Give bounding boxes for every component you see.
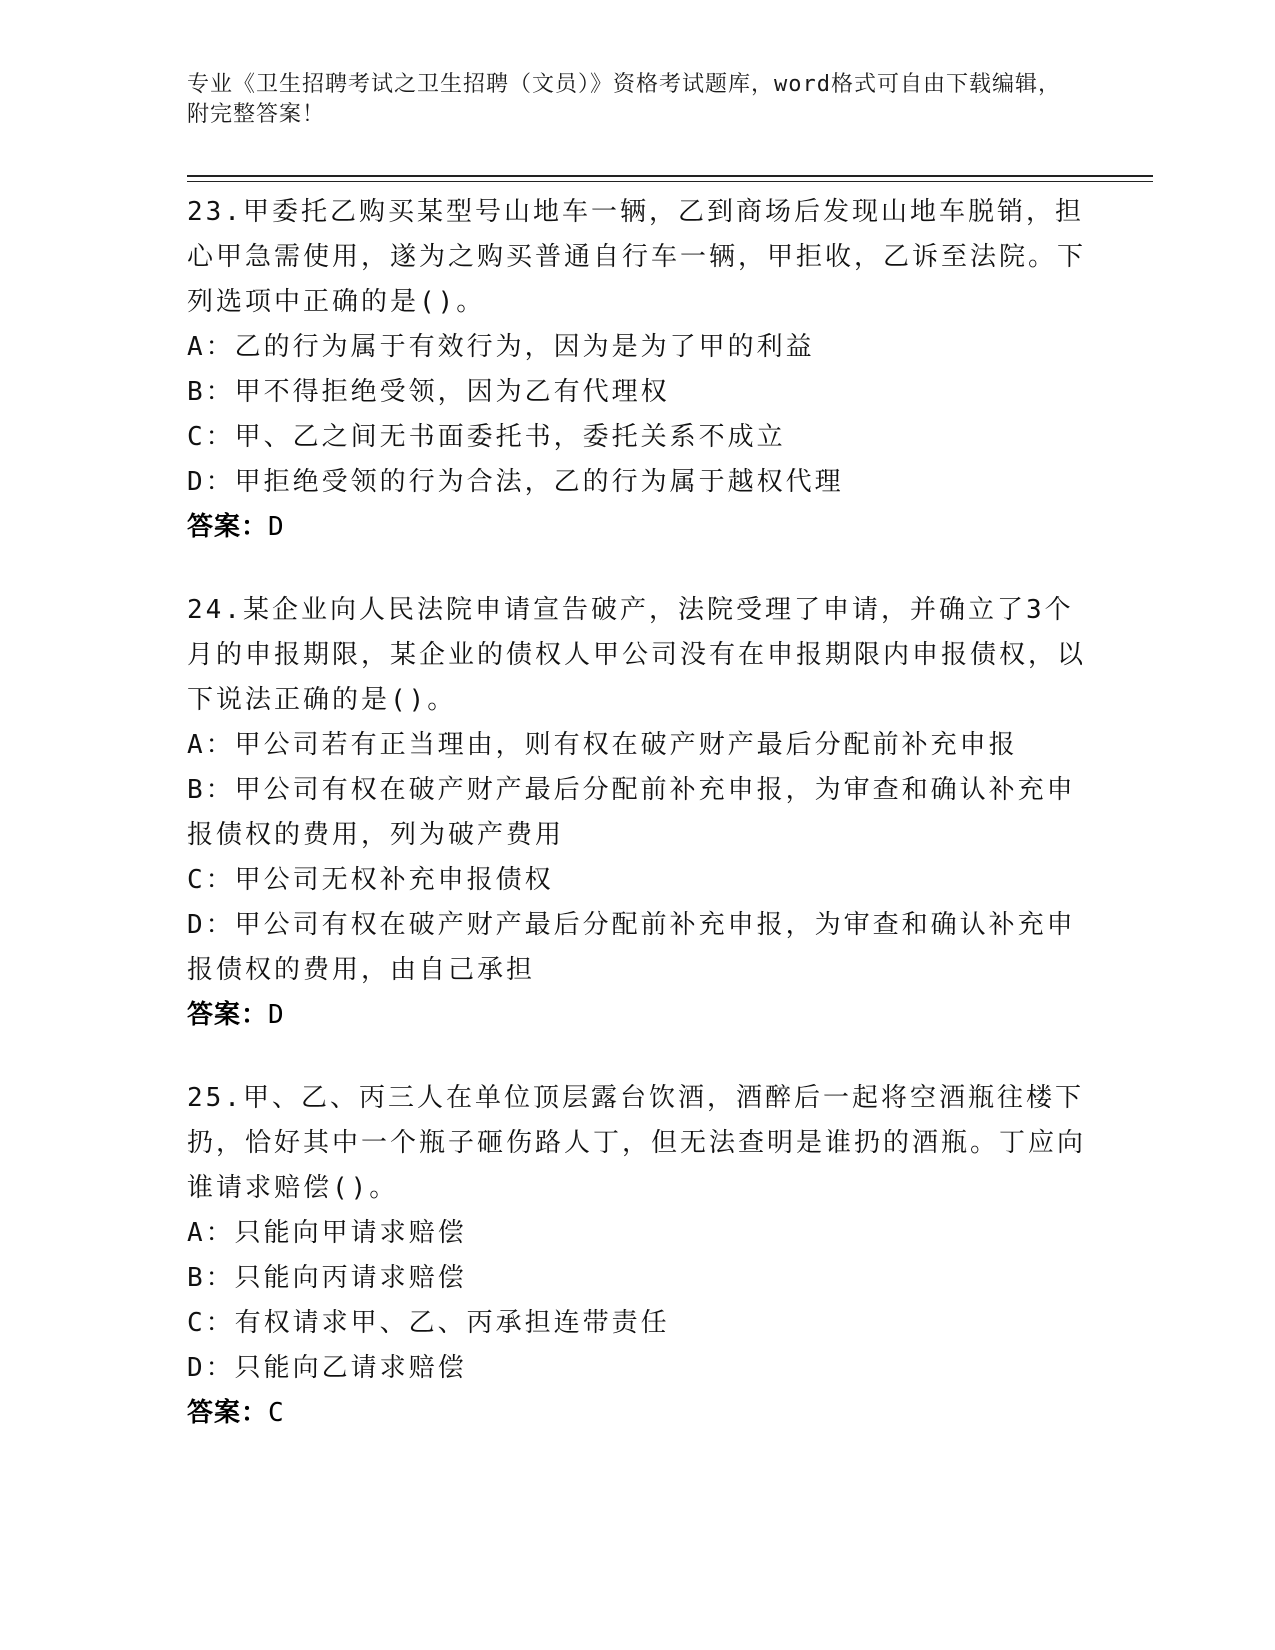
option-a: A：甲公司若有正当理由，则有权在破产财产最后分配前补充申报 — [187, 730, 1018, 760]
option-b: B：甲公司有权在破产财产最后分配前补充申报，为审查和确认补充申报债权的费用，列为破产费用 — [187, 775, 1076, 850]
header-divider-thin — [187, 181, 1153, 182]
option-b: B：甲不得拒绝受领，因为乙有代理权 — [187, 377, 670, 407]
document-header: 专业《卫生招聘考试之卫生招聘（文员）》资格考试题库，word格式可自由下载编辑，附完整答案！ — [187, 72, 1061, 127]
answer-value: C — [268, 1398, 285, 1428]
option-c: C：甲公司无权补充申报债权 — [187, 865, 554, 895]
option-a: A：只能向甲请求赔偿 — [187, 1218, 467, 1248]
question-stem: 25.甲、乙、丙三人在单位顶层露台饮酒，酒醉后一起将空酒瓶往楼下扔，恰好其中一个瓶子砸伤路人丁，但无法查明是谁扔的酒瓶。丁应向谁请求赔偿()。 — [187, 1083, 1087, 1203]
question-list — [187, 190, 1087, 1474]
option-c: C：甲、乙之间无书面委托书，委托关系不成立 — [187, 422, 786, 452]
question-23 — [187, 190, 1087, 550]
header-divider-thick — [187, 175, 1153, 177]
answer-line — [187, 1391, 1087, 1436]
answer-line — [187, 993, 1087, 1038]
option-c: C：有权请求甲、乙、丙承担连带责任 — [187, 1308, 670, 1338]
option-d: D：甲公司有权在破产财产最后分配前补充申报，为审查和确认补充申报债权的费用，由自己承担 — [187, 910, 1076, 985]
question-24 — [187, 588, 1087, 1038]
question-stem: 23.甲委托乙购买某型号山地车一辆，乙到商场后发现山地车脱销，担心甲急需使用，遂为之购买普通自行车一辆，甲拒收，乙诉至法院。下列选项中正确的是()。 — [187, 197, 1087, 317]
answer-label: 答案： — [187, 1000, 269, 1030]
answer-label: 答案： — [187, 512, 269, 542]
option-d: D：只能向乙请求赔偿 — [187, 1353, 467, 1383]
option-b: B：只能向丙请求赔偿 — [187, 1263, 467, 1293]
question-stem: 24.某企业向人民法院申请宣告破产，法院受理了申请，并确立了3个月的申报期限，某企业的债权人甲公司没有在申报期限内申报债权，以下说法正确的是()。 — [187, 595, 1087, 715]
option-d: D：甲拒绝受领的行为合法，乙的行为属于越权代理 — [187, 467, 844, 497]
option-a: A：乙的行为属于有效行为，因为是为了甲的利益 — [187, 332, 815, 362]
answer-value: D — [268, 512, 285, 542]
answer-label: 答案： — [187, 1398, 269, 1428]
answer-value: D — [268, 1000, 285, 1030]
question-25 — [187, 1076, 1087, 1436]
answer-line — [187, 505, 1087, 550]
